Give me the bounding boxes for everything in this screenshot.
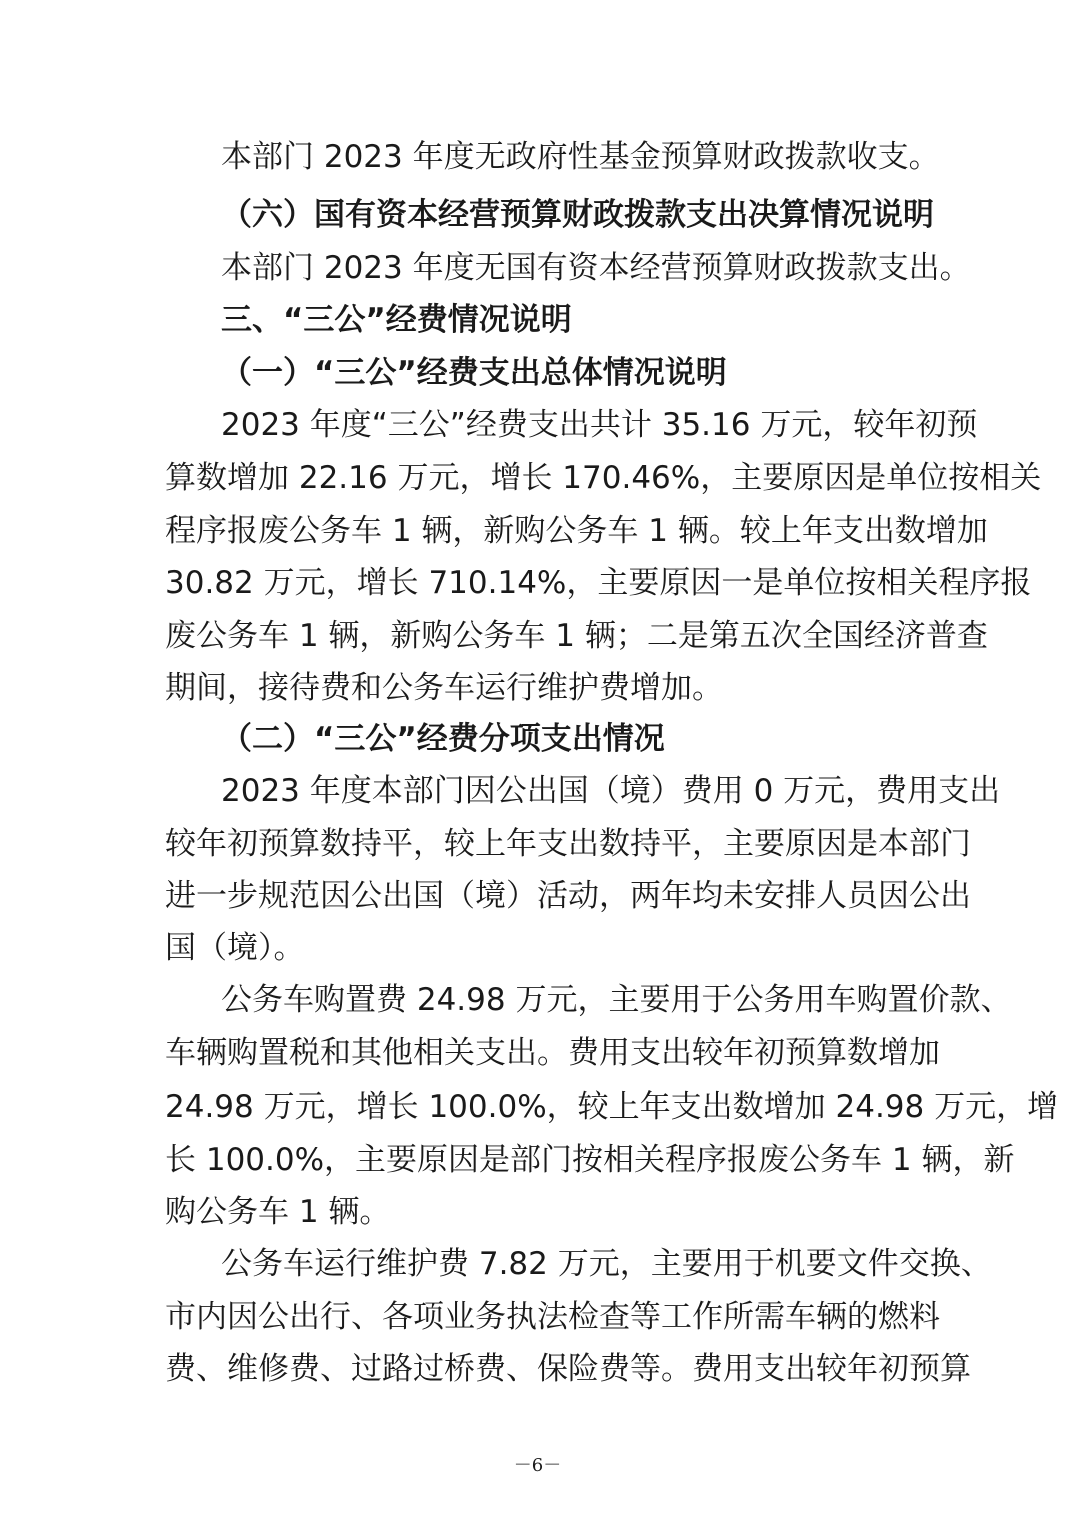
paragraph-line: 算数增加 22.16 万元，增长 170.46%，主要原因是单位按相关 <box>165 460 1042 496</box>
paragraph-line: 进一步规范因公出国（境）活动，两年均未安排人员因公出 <box>165 878 971 914</box>
paragraph-line: 公务车购置费 24.98 万元，主要用于公务用车购置价款、 <box>221 982 1012 1018</box>
paragraph-line: 市内因公出行、各项业务执法检查等工作所需车辆的燃料 <box>165 1299 940 1335</box>
paragraph-line: 费、维修费、过路过桥费、保险费等。费用支出较年初预算 <box>165 1351 971 1387</box>
paragraph-line: 期间，接待费和公务车运行维护费增加。 <box>165 670 723 706</box>
paragraph-line: 废公务车 1 辆，新购公务车 1 辆；二是第五次全国经济普查 <box>165 618 988 654</box>
section-heading: （六）国有资本经营预算财政拨款支出决算情况说明 <box>221 197 934 233</box>
paragraph-line: 30.82 万元，增长 710.14%，主要原因一是单位按相关程序报 <box>165 565 1032 601</box>
paragraph-line: 公务车运行维护费 7.82 万元，主要用于机要文件交换、 <box>221 1246 992 1282</box>
paragraph-line: 2023 年度“三公”经费支出共计 35.16 万元，较年初预 <box>221 407 978 443</box>
paragraph-line: 程序报废公务车 1 辆，新购公务车 1 辆。较上年支出数增加 <box>165 513 988 549</box>
section-heading: （二）“三公”经费分项支出情况 <box>221 721 665 757</box>
paragraph-line: 本部门 2023 年度无政府性基金预算财政拨款收支。 <box>221 139 940 175</box>
paragraph-line: 购公务车 1 辆。 <box>165 1194 391 1230</box>
paragraph-line: 2023 年度本部门因公出国（境）费用 0 万元，费用支出 <box>221 773 1001 809</box>
paragraph-line: 24.98 万元，增长 100.0%，较上年支出数增加 24.98 万元，增 <box>165 1089 1059 1125</box>
page-number: －6－ <box>513 1455 562 1476</box>
paragraph-line: 较年初预算数持平，较上年支出数持平，主要原因是本部门 <box>165 826 971 862</box>
chapter-heading: 三、“三公”经费情况说明 <box>221 302 572 338</box>
paragraph-line: 长 100.0%，主要原因是部门按相关程序报废公务车 1 辆，新 <box>165 1142 1015 1178</box>
paragraph-line: 国（境）。 <box>165 930 305 966</box>
paragraph-line: 本部门 2023 年度无国有资本经营预算财政拨款支出。 <box>221 250 971 286</box>
paragraph-line: 车辆购置税和其他相关支出。费用支出较年初预算数增加 <box>165 1035 940 1071</box>
section-heading: （一）“三公”经费支出总体情况说明 <box>221 355 727 391</box>
